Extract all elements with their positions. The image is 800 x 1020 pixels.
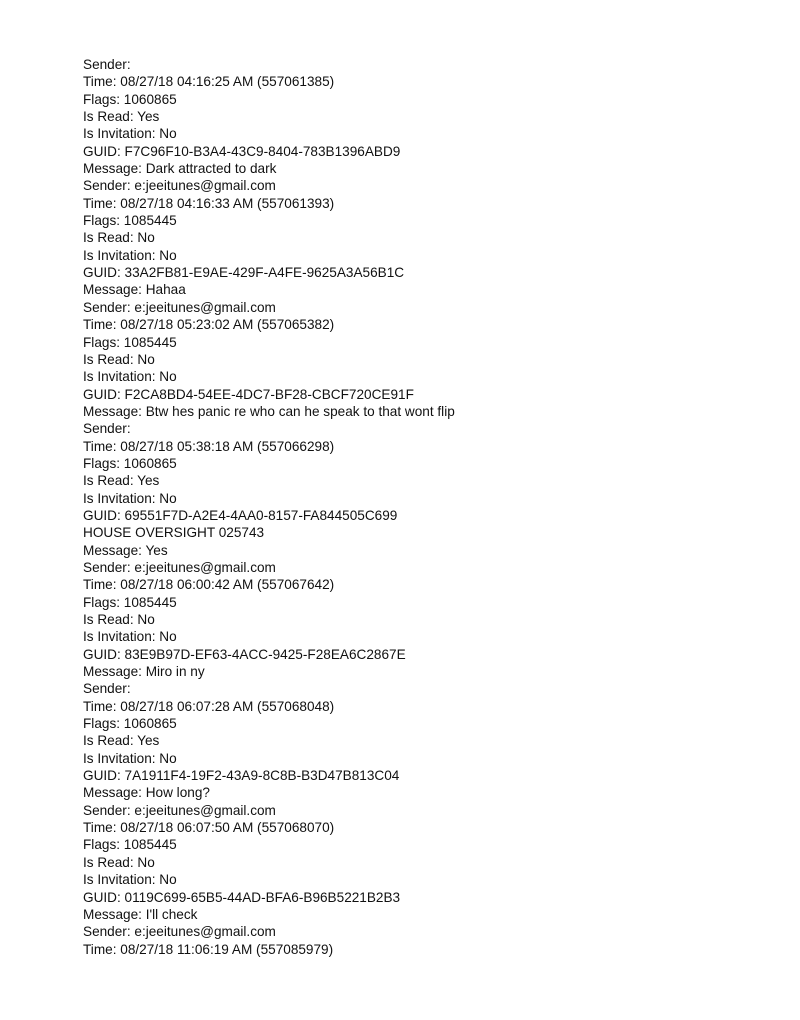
- log-line: Flags: 1060865: [83, 716, 177, 732]
- log-line: GUID: F2CA8BD4-54EE-4DC7-BF28-CBCF720CE91F: [83, 386, 414, 402]
- log-line: Flags: 1085445: [83, 334, 177, 350]
- log-line: GUID: 83E9B97D-EF63-4ACC-9425-F28EA6C2867E: [83, 646, 406, 662]
- log-line: Sender: e:jeeitunes@gmail.com: [83, 559, 276, 575]
- log-line: Flags: 1085445: [83, 837, 177, 853]
- log-line: Time: 08/27/18 04:16:25 AM (557061385): [83, 74, 335, 90]
- log-line: Sender:: [83, 421, 131, 437]
- log-line: Flags: 1060865: [83, 91, 177, 107]
- log-line: GUID: 7A1911F4-19F2-43A9-8C8B-B3D47B813C04: [83, 768, 400, 784]
- log-line: Is Invitation: No: [83, 369, 177, 385]
- log-line: Is Read: No: [83, 230, 155, 246]
- log-line: Sender: e:jeeitunes@gmail.com: [83, 924, 276, 940]
- log-line: Time: 08/27/18 06:00:42 AM (557067642): [83, 577, 335, 593]
- log-line: GUID: 33A2FB81-E9AE-429F-A4FE-9625A3A56B1C: [83, 265, 405, 281]
- log-line: Sender:: [83, 57, 131, 72]
- log-line: Time: 08/27/18 04:16:33 AM (557061393): [83, 195, 335, 211]
- log-line: Sender:: [83, 681, 131, 697]
- log-line: Is Read: Yes: [83, 473, 160, 489]
- log-line: Time: 08/27/18 05:38:18 AM (557066298): [83, 438, 335, 454]
- log-line: HOUSE OVERSIGHT 025743: [83, 525, 265, 541]
- log-line: Message: Btw hes panic re who can he speak to that wont flip: [83, 403, 455, 419]
- log-line: Message: Miro in ny: [83, 664, 205, 680]
- log-line: Is Invitation: No: [83, 872, 177, 888]
- log-line: Flags: 1060865: [83, 455, 177, 471]
- log-line: Is Read: No: [83, 351, 155, 367]
- log-line: Is Invitation: No: [83, 126, 177, 142]
- log-line: Sender: e:jeeitunes@gmail.com: [83, 802, 276, 818]
- message-log-document: [83, 56, 783, 958]
- log-line: Sender: e:jeeitunes@gmail.com: [83, 178, 276, 194]
- log-line: Time: 08/27/18 06:07:28 AM (557068048): [83, 698, 335, 714]
- log-line: Message: Dark attracted to dark: [83, 161, 277, 177]
- log-line: Time: 08/27/18 06:07:50 AM (557068070): [83, 820, 335, 836]
- log-line: Message: Hahaa: [83, 282, 186, 298]
- log-line: Time: 08/27/18 05:23:02 AM (557065382): [83, 317, 335, 333]
- log-line: Is Read: No: [83, 612, 155, 627]
- log-line: Is Invitation: No: [83, 490, 177, 506]
- log-line: Flags: 1085445: [83, 594, 177, 610]
- log-line: Sender: e:jeeitunes@gmail.com: [83, 299, 276, 315]
- log-line: Time: 08/27/18 11:06:19 AM (557085979): [83, 941, 334, 957]
- log-line: Message: How long?: [83, 785, 210, 801]
- log-line: Is Invitation: No: [83, 629, 177, 645]
- log-line: Message: I'll check: [83, 906, 198, 922]
- log-line: Is Read: Yes: [83, 109, 160, 125]
- log-line: GUID: F7C96F10-B3A4-43C9-8404-783B1396ABD9: [83, 143, 401, 159]
- log-line: Is Read: Yes: [83, 733, 160, 749]
- log-line: Is Read: No: [83, 854, 155, 870]
- log-line: Flags: 1085445: [83, 213, 177, 229]
- log-line: Is Invitation: No: [83, 247, 177, 263]
- log-line: Is Invitation: No: [83, 750, 177, 766]
- log-line: Message: Yes: [83, 542, 168, 558]
- log-line: GUID: 0119C699-65B5-44AD-BFA6-B96B5221B2B3: [83, 889, 401, 905]
- log-line: GUID: 69551F7D-A2E4-4AA0-8157-FA844505C699: [83, 507, 398, 523]
